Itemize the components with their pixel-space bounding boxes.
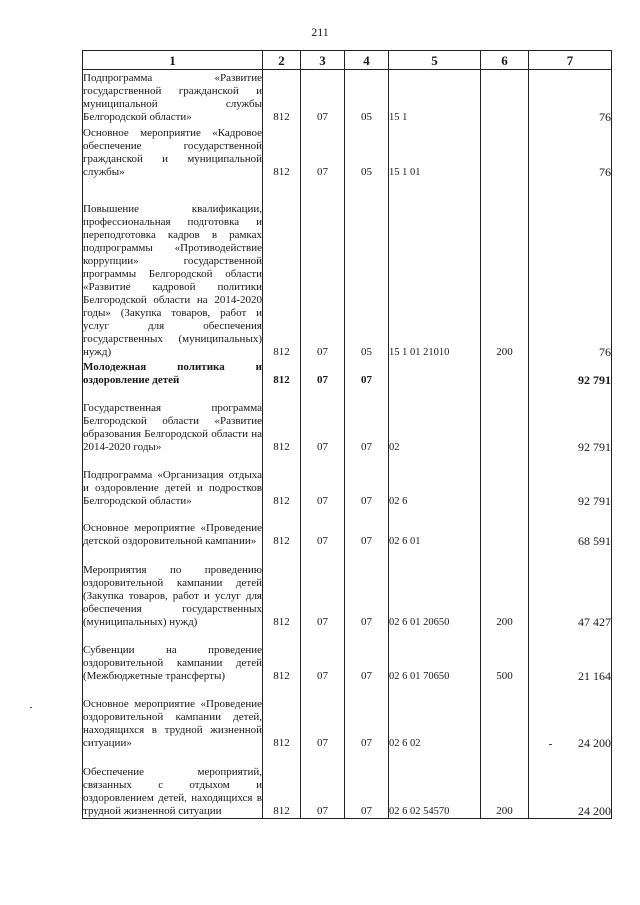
expense-type-code xyxy=(481,70,529,124)
target-article-code: 15 1 01 xyxy=(389,124,481,179)
table-row xyxy=(83,454,612,508)
ministry-code: 812 xyxy=(263,70,301,124)
amount: 21 164 xyxy=(529,629,612,683)
row-name-text: Молодежная политика и оздоровление детей xyxy=(83,360,262,386)
scan-mark xyxy=(549,744,552,745)
target-article-code xyxy=(389,359,481,387)
row-name xyxy=(83,359,263,387)
ministry-code: 812 xyxy=(263,179,301,359)
row-name-text: Субвенции на проведение оздоровительной кампании детей (Межбюджетные трансферты) xyxy=(83,643,262,682)
amount: 47 427 xyxy=(529,548,612,629)
table-body xyxy=(83,70,612,819)
row-name-text: Подпрограмма «Организация отдыха и оздоровление детей и подростков Белгородской области» xyxy=(83,468,262,507)
amount: 92 791 xyxy=(529,454,612,508)
expense-type-code xyxy=(481,359,529,387)
column-header-2: 2 xyxy=(263,51,301,70)
budget-table xyxy=(82,50,612,819)
subsection-code: 05 xyxy=(345,124,389,179)
row-name-text: Основное мероприятие «Кадровое обеспечение государственной гражданской и муниципальной службы» xyxy=(83,126,262,178)
row-name xyxy=(83,683,263,750)
ministry-code: 812 xyxy=(263,387,301,454)
row-name xyxy=(83,454,263,508)
expense-type-code xyxy=(481,508,529,548)
target-article-code: 02 6 01 xyxy=(389,508,481,548)
table-row xyxy=(83,508,612,548)
target-article-code: 02 6 01 20650 xyxy=(389,548,481,629)
row-name xyxy=(83,548,263,629)
subsection-code: 05 xyxy=(345,70,389,124)
subsection-code: 07 xyxy=(345,548,389,629)
ministry-code: 812 xyxy=(263,454,301,508)
table-row xyxy=(83,179,612,359)
table-row xyxy=(83,124,612,179)
subsection-code: 07 xyxy=(345,508,389,548)
scan-mark xyxy=(30,707,32,708)
row-name xyxy=(83,387,263,454)
subsection-code: 07 xyxy=(345,629,389,683)
ministry-code: 812 xyxy=(263,508,301,548)
column-header-5: 5 xyxy=(389,51,481,70)
target-article-code: 02 6 xyxy=(389,454,481,508)
section-code: 07 xyxy=(301,508,345,548)
table-row xyxy=(83,70,612,124)
row-name xyxy=(83,750,263,819)
section-code: 07 xyxy=(301,548,345,629)
expense-type-code: 200 xyxy=(481,179,529,359)
row-name-text: Подпрограмма «Развитие государственной гражданской и муниципальной службы Белгородской области» xyxy=(83,71,262,123)
target-article-code: 02 6 01 70650 xyxy=(389,629,481,683)
section-code: 07 xyxy=(301,70,345,124)
row-name-text: Повышение квалификации, профессиональная подготовка и переподготовка кадров в рамках подпрограммы «Противодействие коррупции» государственной программы Белгородской области «Развитие кадровой политики Белгородской области на 2014-2020 годы» (Закупка товаров, работ и услуг для обеспечения государственных (муниципальных) нужд) xyxy=(83,202,262,358)
amount: 24 200 xyxy=(529,683,612,750)
amount: 92 791 xyxy=(529,387,612,454)
column-header-6: 6 xyxy=(481,51,529,70)
row-name xyxy=(83,179,263,359)
table-row xyxy=(83,387,612,454)
amount: 24 200 xyxy=(529,750,612,819)
section-code: 07 xyxy=(301,629,345,683)
row-name-text: Обеспечение мероприятий, связанных с отдыхом и оздоровлением детей, находящихся в трудной жизненной ситуации xyxy=(83,766,262,817)
subsection-code: 07 xyxy=(345,387,389,454)
amount: 76 xyxy=(529,179,612,359)
subsection-code: 07 xyxy=(345,359,389,387)
expense-type-code xyxy=(481,124,529,179)
section-code: 07 xyxy=(301,124,345,179)
expense-type-code xyxy=(481,454,529,508)
table-row xyxy=(83,359,612,387)
row-name xyxy=(83,124,263,179)
subsection-code: 07 xyxy=(345,683,389,750)
column-header-3: 3 xyxy=(301,51,345,70)
expense-type-code xyxy=(481,683,529,750)
target-article-code: 02 xyxy=(389,387,481,454)
ministry-code: 812 xyxy=(263,124,301,179)
section-code: 07 xyxy=(301,179,345,359)
ministry-code: 812 xyxy=(263,750,301,819)
expense-type-code xyxy=(481,387,529,454)
ministry-code: 812 xyxy=(263,629,301,683)
amount: 76 xyxy=(529,124,612,179)
subsection-code: 05 xyxy=(345,179,389,359)
expense-type-code: 500 xyxy=(481,629,529,683)
expense-type-code: 200 xyxy=(481,750,529,819)
header-row xyxy=(83,51,612,70)
section-code: 07 xyxy=(301,387,345,454)
amount: 76 xyxy=(529,70,612,124)
section-code: 07 xyxy=(301,683,345,750)
ministry-code: 812 xyxy=(263,683,301,750)
page-number: 211 xyxy=(311,25,329,39)
section-code: 07 xyxy=(301,750,345,819)
row-name-text: Основное мероприятие «Проведение оздоровительной кампании детей, находящихся в трудной жизненной ситуации» xyxy=(83,697,262,749)
row-name-text: Государственная программа Белгородской области «Развитие образования Белгородской области на 2014-2020 годы» xyxy=(83,401,262,453)
row-name xyxy=(83,70,263,124)
column-header-4: 4 xyxy=(345,51,389,70)
subsection-code: 07 xyxy=(345,750,389,819)
table-row xyxy=(83,750,612,819)
ministry-code: 812 xyxy=(263,548,301,629)
target-article-code: 15 1 xyxy=(389,70,481,124)
row-name xyxy=(83,629,263,683)
table-row xyxy=(83,548,612,629)
amount: 68 591 xyxy=(529,508,612,548)
table-row xyxy=(83,683,612,750)
subsection-code: 07 xyxy=(345,454,389,508)
section-code: 07 xyxy=(301,454,345,508)
column-header-7: 7 xyxy=(529,51,612,70)
row-name xyxy=(83,508,263,548)
target-article-code: 15 1 01 21010 xyxy=(389,179,481,359)
row-name-text: Мероприятия по проведению оздоровительной кампании детей (Закупка товаров, работ и услуг для обеспечения государственных (муниципальных) нужд) xyxy=(83,563,262,628)
target-article-code: 02 6 02 54570 xyxy=(389,750,481,819)
ministry-code: 812 xyxy=(263,359,301,387)
expense-type-code: 200 xyxy=(481,548,529,629)
table-row xyxy=(83,629,612,683)
column-header-1: 1 xyxy=(83,51,263,70)
section-code: 07 xyxy=(301,359,345,387)
amount: 92 791 xyxy=(529,359,612,387)
target-article-code: 02 6 02 xyxy=(389,683,481,750)
row-name-text: Основное мероприятие «Проведение детской оздоровительной кампании» xyxy=(83,521,262,547)
